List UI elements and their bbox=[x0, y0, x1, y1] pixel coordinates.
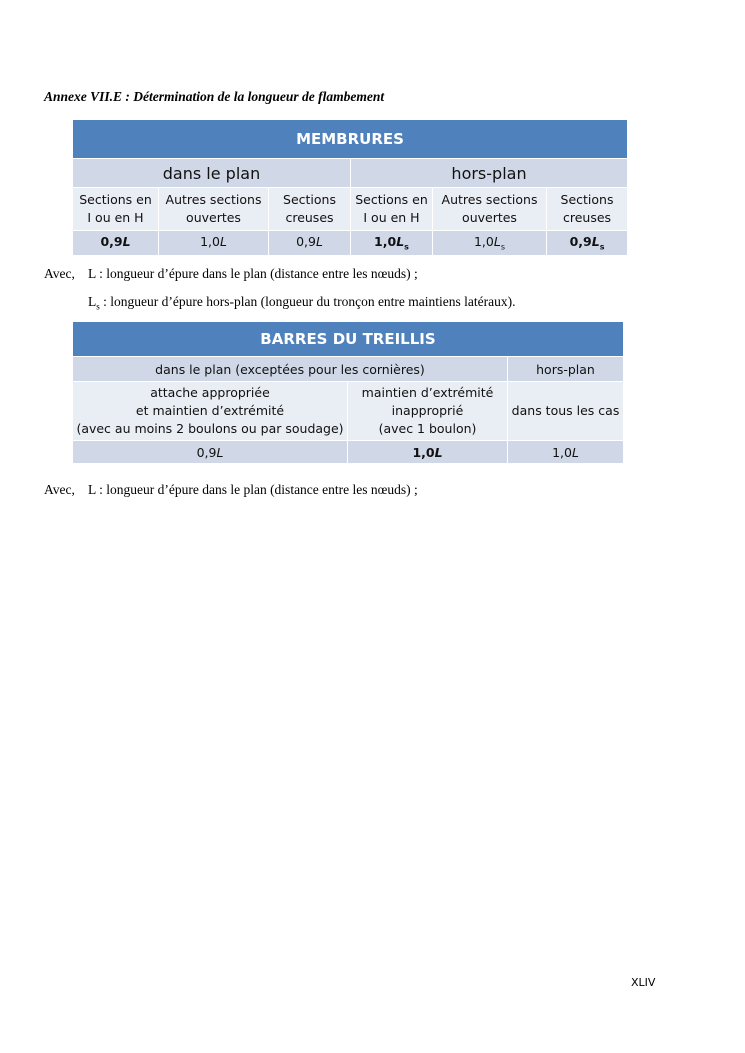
membrures-col-header: Sections creuses bbox=[269, 188, 351, 231]
annex-title: Annexe VII.E : Détermination de la longueur de flambement bbox=[44, 89, 385, 104]
barres-group-out-of-plane: hors-plan bbox=[508, 357, 624, 382]
membrures-col-header: Sections en I ou en H bbox=[351, 188, 433, 231]
membrures-value-cell: 0,9L bbox=[73, 231, 159, 256]
barres-col-header: maintien d’extrémité inapproprié (avec 1 boulon) bbox=[348, 382, 508, 441]
page-number: XLIV bbox=[631, 976, 656, 989]
membrures-col-header: Sections creuses bbox=[547, 188, 628, 231]
note-1-line-1: Avec, L : longueur d’épure dans le plan (distance entre les nœuds) ; bbox=[44, 266, 418, 281]
membrures-value-cell: 1,0L bbox=[159, 231, 269, 256]
membrures-value-cell: $1,0L_s$ bbox=[433, 231, 547, 256]
barres-value-cell: 1,0L bbox=[508, 441, 624, 464]
barres-group-in-plane: dans le plan (exceptées pour les cornières) bbox=[73, 357, 508, 382]
membrures-header: MEMBRURES bbox=[73, 120, 628, 159]
barres-value-cell: 1,0L bbox=[348, 441, 508, 464]
membrures-col-header: Autres sections ouvertes bbox=[433, 188, 547, 231]
membrures-col-header: Sections en I ou en H bbox=[73, 188, 159, 231]
barres-col-header: dans tous les cas bbox=[508, 382, 624, 441]
membrures-value-cell: $1,0L_s$ bbox=[351, 231, 433, 256]
note-2-line-1: Avec, L : longueur d’épure dans le plan (distance entre les nœuds) ; bbox=[44, 482, 418, 497]
membrures-group-in-plane: dans le plan bbox=[73, 159, 351, 188]
barres-value-cell: 0,9L bbox=[73, 441, 348, 464]
barres-header: BARRES DU TREILLIS bbox=[73, 322, 624, 357]
membrures-value-cell: 0,9L bbox=[269, 231, 351, 256]
barres-table bbox=[72, 321, 624, 464]
membrures-value-cell: $0,9L_s$ bbox=[547, 231, 628, 256]
note-1-line-2: $L_s$ : longueur d’épure hors-plan (longueur du tronçon entre maintiens latéraux). bbox=[88, 294, 516, 312]
membrures-table bbox=[72, 119, 628, 256]
barres-col-header: attache appropriée et maintien d’extrémité (avec au moins 2 boulons ou par soudage) bbox=[73, 382, 348, 441]
membrures-col-header: Autres sections ouvertes bbox=[159, 188, 269, 231]
membrures-group-out-of-plane: hors-plan bbox=[351, 159, 628, 188]
